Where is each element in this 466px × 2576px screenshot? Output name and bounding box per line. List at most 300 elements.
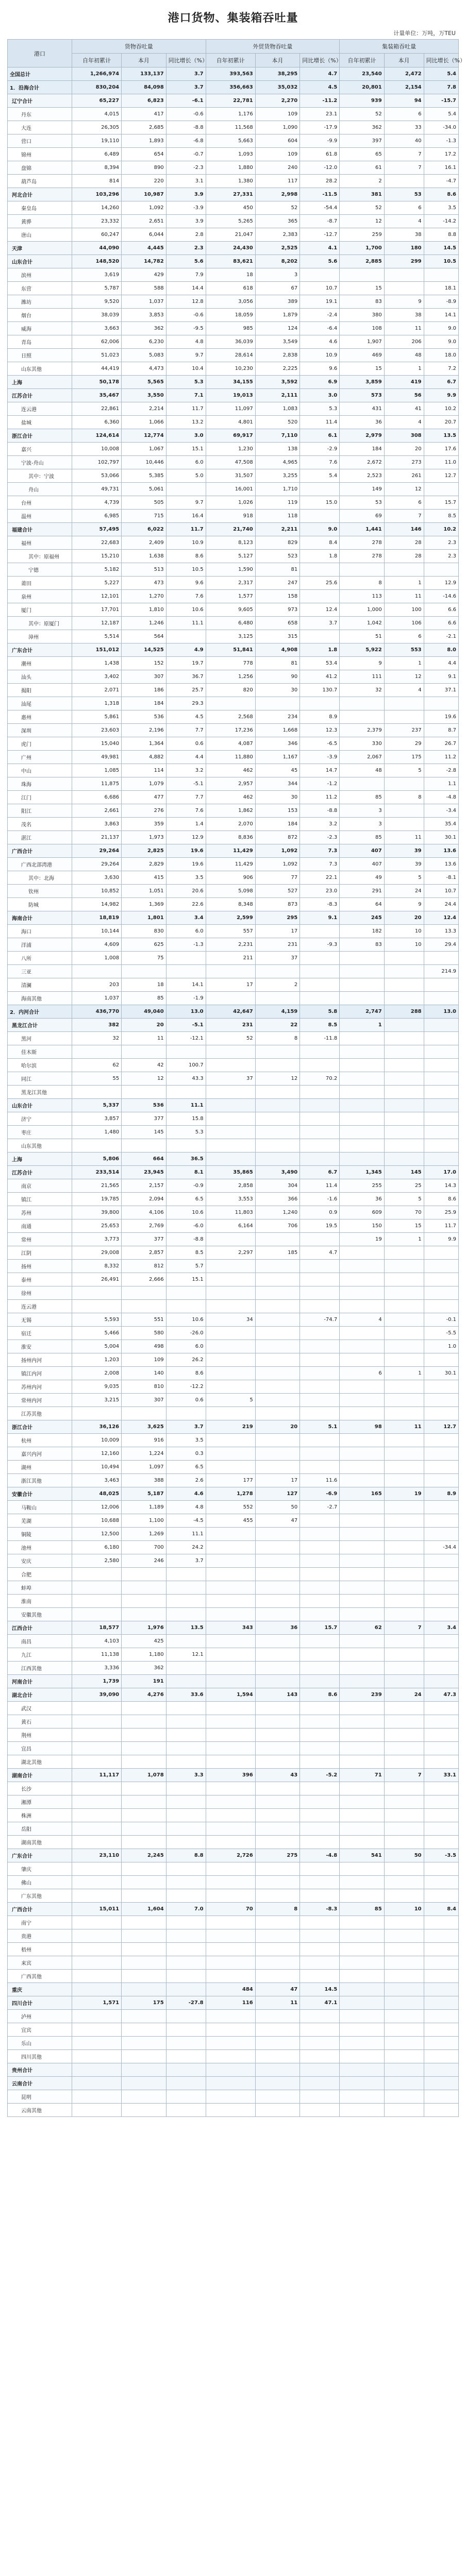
container-yoy-cell: 29.4 [424,938,458,952]
cargo-month-cell: 175 [122,1996,167,2010]
port-name-cell: 嘉兴内河 [8,1447,72,1461]
foreign-cumulative-cell [206,1300,255,1313]
foreign-yoy-cell [300,1635,340,1648]
container-cumulative-cell [340,1474,385,1487]
table-row [8,630,459,643]
foreign-yoy-cell [300,697,340,710]
table-row [8,1876,459,1889]
foreign-cumulative-cell [206,1112,255,1126]
table-row [8,242,459,255]
container-month-cell [384,1929,424,1943]
foreign-month-cell: 47 [255,1514,300,1528]
foreign-cumulative-cell [206,2104,255,2117]
cargo-yoy-cell: 7.7 [166,791,206,804]
cargo-month-cell: 425 [122,1635,167,1648]
cargo-month-cell: 1,810 [122,603,167,617]
cargo-cumulative-cell: 15,210 [72,550,122,563]
cargo-cumulative-cell: 18,577 [72,1621,122,1635]
port-name-cell: 苏州内河 [8,1380,72,1394]
cargo-month-cell: 307 [122,1394,167,1407]
container-month-cell: 9 [384,295,424,309]
table-row [8,885,459,898]
port-name-cell: 黑河 [8,1032,72,1045]
cargo-month-cell: 830 [122,925,167,938]
cargo-yoy-cell: 29.3 [166,697,206,710]
foreign-month-cell: 3,490 [255,1166,300,1179]
foreign-month-cell: 3,592 [255,376,300,389]
container-yoy-cell [424,2037,458,2050]
cargo-yoy-cell [166,1889,206,1903]
table-row [8,697,459,710]
foreign-yoy-cell: 4.7 [300,67,340,81]
table-row [8,1715,459,1728]
port-name-cell: 昆明 [8,2090,72,2104]
table-row [8,1983,459,1996]
cargo-yoy-cell: 7.1 [166,389,206,402]
cargo-cumulative-cell [72,2063,122,2077]
container-month-cell [384,1728,424,1742]
cargo-month-cell: 18 [122,978,167,992]
container-month-cell: 553 [384,643,424,657]
container-month-cell [384,1916,424,1929]
container-month-cell [384,2104,424,2117]
container-yoy-cell [424,2090,458,2104]
foreign-month-cell: 658 [255,617,300,630]
cargo-yoy-cell: 43.3 [166,1072,206,1086]
table-row [8,228,459,242]
cargo-yoy-cell [166,1862,206,1876]
foreign-month-cell: 67 [255,282,300,295]
foreign-month-cell: 1,092 [255,858,300,871]
table-row [8,643,459,657]
container-cumulative-cell: 397 [340,134,385,148]
container-yoy-cell: 14.3 [424,1179,458,1193]
foreign-yoy-cell: 4.6 [300,335,340,349]
container-month-cell [384,1286,424,1300]
foreign-yoy-cell: -1.6 [300,1193,340,1206]
foreign-month-cell: 8,202 [255,255,300,268]
foreign-yoy-cell: 0.9 [300,1206,340,1219]
container-cumulative-cell: 85 [340,831,385,844]
port-name-cell: 安徽合计 [8,1487,72,1501]
cargo-month-cell: 664 [122,1153,167,1166]
port-name-cell: 其中：原厦门 [8,617,72,630]
table-row [8,1889,459,1903]
cargo-cumulative-cell: 1,438 [72,657,122,670]
foreign-cumulative-cell: 778 [206,657,255,670]
cargo-yoy-cell: 5.7 [166,1260,206,1273]
foreign-yoy-cell: 19.1 [300,295,340,309]
table-row [8,362,459,376]
container-yoy-cell: 35.4 [424,818,458,831]
cargo-cumulative-cell [72,1300,122,1313]
container-yoy-cell [424,1380,458,1394]
container-cumulative-cell [340,1822,385,1836]
container-cumulative-cell: 2,672 [340,456,385,469]
foreign-month-cell: 8 [255,1903,300,1916]
foreign-yoy-cell: -74.7 [300,1313,340,1327]
container-cumulative-cell [340,777,385,791]
foreign-month-cell [255,1728,300,1742]
cargo-month-cell: 145 [122,1126,167,1139]
foreign-cumulative-cell: 11,803 [206,1206,255,1219]
table-row [8,416,459,429]
cargo-yoy-cell [166,1782,206,1795]
container-cumulative-cell: 278 [340,550,385,563]
container-yoy-cell: 12.7 [424,1420,458,1434]
port-name-cell: 佛山 [8,1876,72,1889]
container-cumulative-cell: 61 [340,161,385,175]
table-row [8,67,459,81]
container-cumulative-cell [340,978,385,992]
container-month-cell [384,2063,424,2077]
container-month-cell: 24 [384,1688,424,1702]
foreign-cumulative-cell: 2,231 [206,938,255,952]
foreign-month-cell [255,1380,300,1394]
cargo-month-cell: 1,638 [122,550,167,563]
foreign-month-cell: 7,110 [255,429,300,443]
foreign-yoy-cell [300,1568,340,1581]
port-name-cell: 汕头 [8,670,72,684]
cargo-month-cell: 2,666 [122,1273,167,1286]
foreign-cumulative-cell: 3,553 [206,1193,255,1206]
container-cumulative-cell: 381 [340,188,385,201]
container-cumulative-cell: 49 [340,871,385,885]
cargo-month-cell: 362 [122,322,167,335]
throughput-table [7,39,466,2117]
port-name-cell: 荆州 [8,1728,72,1742]
foreign-month-cell [255,1782,300,1795]
foreign-month-cell: 185 [255,1246,300,1260]
cargo-cumulative-cell [72,2023,122,2037]
foreign-cumulative-cell: 2,599 [206,911,255,925]
cargo-cumulative-cell: 233,514 [72,1166,122,1179]
port-name-cell: 丹东 [8,108,72,121]
foreign-month-cell [255,1394,300,1407]
cargo-yoy-cell: 6.5 [166,1461,206,1474]
table-row [8,1862,459,1876]
cargo-month-cell: 1,189 [122,1501,167,1514]
cargo-cumulative-cell: 5,787 [72,282,122,295]
container-month-cell: 261 [384,469,424,483]
foreign-yoy-cell [300,1273,340,1286]
foreign-yoy-cell [300,1970,340,1983]
cargo-month-cell: 5,083 [122,349,167,362]
port-name-cell: 上海 [8,376,72,389]
container-cumulative-cell [340,563,385,577]
foreign-cumulative-cell [206,1836,255,1849]
container-yoy-cell [424,1728,458,1742]
foreign-yoy-cell: 5.6 [300,255,340,268]
foreign-cumulative-cell: 36,039 [206,335,255,349]
foreign-month-cell: 231 [255,938,300,952]
port-name-cell: 盐城 [8,416,72,429]
foreign-month-cell: 1,092 [255,844,300,858]
foreign-yoy-cell [300,925,340,938]
cargo-yoy-cell: -6.1 [166,94,206,108]
cargo-cumulative-cell: 36,126 [72,1420,122,1434]
foreign-month-cell [255,2023,300,2037]
port-name-cell: 宁波-舟山 [8,456,72,469]
cargo-cumulative-cell: 2,661 [72,804,122,818]
cargo-yoy-cell: 10.5 [166,563,206,577]
foreign-yoy-cell: 14.5 [300,1983,340,1996]
container-month-cell: 6 [384,201,424,215]
foreign-cumulative-cell: 343 [206,1621,255,1635]
cargo-month-cell [122,1929,167,1943]
foreign-month-cell [255,992,300,1005]
container-yoy-cell [424,1929,458,1943]
cargo-yoy-cell [166,483,206,496]
cargo-cumulative-cell [72,1407,122,1420]
foreign-cumulative-cell: 24,430 [206,242,255,255]
foreign-yoy-cell: 9.6 [300,362,340,376]
container-month-cell [384,1313,424,1327]
foreign-yoy-cell [300,2104,340,2117]
container-cumulative-cell [340,1153,385,1166]
cargo-month-cell: 246 [122,1554,167,1568]
port-name-cell: 淮南 [8,1595,72,1608]
table-row [8,1005,459,1019]
foreign-month-cell: 4,159 [255,1005,300,1019]
cargo-cumulative-cell [72,1755,122,1769]
foreign-month-cell: 4,908 [255,643,300,657]
table-row [8,1608,459,1621]
port-name-cell: 海南合计 [8,911,72,925]
table-row [8,1313,459,1327]
cargo-month-cell: 654 [122,148,167,161]
container-cumulative-cell: 469 [340,349,385,362]
foreign-month-cell: 153 [255,804,300,818]
foreign-yoy-cell: -1.2 [300,777,340,791]
foreign-cumulative-cell [206,1086,255,1099]
container-yoy-cell [424,2077,458,2090]
cargo-yoy-cell: 3.5 [166,871,206,885]
container-yoy-cell [424,1072,458,1086]
container-cumulative-cell: 2,747 [340,1005,385,1019]
cargo-month-cell: 417 [122,108,167,121]
cargo-month-cell: 473 [122,577,167,590]
cargo-yoy-cell: 7.9 [166,268,206,282]
cargo-cumulative-cell: 60,247 [72,228,122,242]
container-month-cell [384,777,424,791]
container-cumulative-cell: 245 [340,911,385,925]
table-row [8,590,459,603]
container-cumulative-cell [340,1648,385,1662]
container-month-cell [384,1112,424,1126]
cargo-cumulative-cell [72,1795,122,1809]
port-name-cell: 苏州 [8,1206,72,1219]
container-cumulative-cell [340,268,385,282]
table-row [8,844,459,858]
foreign-cumulative-cell: 11,429 [206,844,255,858]
container-yoy-cell [424,1514,458,1528]
cargo-month-cell [122,1795,167,1809]
foreign-yoy-cell [300,1608,340,1621]
cargo-cumulative-cell: 1,008 [72,952,122,965]
cargo-month-cell: 114 [122,764,167,777]
cargo-yoy-cell: 11.7 [166,402,206,416]
table-row [8,1286,459,1300]
foreign-yoy-cell [300,1447,340,1461]
cargo-month-cell: 2,829 [122,858,167,871]
container-month-cell: 20 [384,443,424,456]
unit-note: 计量单位：万吨，万TEU [393,30,456,37]
table-row [8,456,459,469]
foreign-cumulative-cell: 396 [206,1769,255,1782]
cargo-yoy-cell: 1.4 [166,818,206,831]
foreign-month-cell [255,1755,300,1769]
cargo-month-cell: 700 [122,1541,167,1554]
foreign-cumulative-cell: 5 [206,1394,255,1407]
cargo-cumulative-cell: 10,852 [72,885,122,898]
port-name-cell: 其中：宁波 [8,469,72,483]
foreign-yoy-cell [300,1675,340,1688]
container-yoy-cell [424,1996,458,2010]
table-row [8,1782,459,1795]
container-month-cell [384,697,424,710]
container-yoy-cell: 12.7 [424,469,458,483]
cargo-month-cell: 890 [122,161,167,175]
cargo-month-cell: 1,097 [122,1461,167,1474]
container-yoy-cell [424,1889,458,1903]
foreign-cumulative-cell: 11,880 [206,751,255,764]
container-cumulative-cell [340,1889,385,1903]
container-yoy-cell [424,1702,458,1715]
cargo-cumulative-cell: 1,739 [72,1675,122,1688]
cargo-month-cell: 498 [122,1340,167,1353]
table-row [8,1929,459,1943]
foreign-cumulative-cell [206,1876,255,1889]
port-name-cell: 锦州 [8,148,72,161]
container-month-cell [384,268,424,282]
foreign-cumulative-cell: 18 [206,268,255,282]
container-yoy-cell: -14.6 [424,590,458,603]
container-cumulative-cell [340,1742,385,1755]
cargo-yoy-cell: 3.9 [166,188,206,201]
container-cumulative-cell: 939 [340,94,385,108]
cargo-cumulative-cell [72,1728,122,1742]
cargo-yoy-cell: 19.6 [166,858,206,871]
container-cumulative-cell: 113 [340,590,385,603]
container-yoy-cell [424,2063,458,2077]
port-name-cell: 黑龙江合计 [8,1019,72,1032]
foreign-yoy-cell [300,2077,340,2090]
cargo-cumulative-cell: 39,800 [72,1206,122,1219]
container-yoy-cell [424,1394,458,1407]
foreign-cumulative-cell [206,1367,255,1380]
container-month-cell [384,1541,424,1554]
cargo-yoy-cell: 5.0 [166,469,206,483]
cargo-month-cell: 588 [122,282,167,295]
cargo-yoy-cell [166,1608,206,1621]
port-name-cell: 惠州 [8,710,72,724]
table-row [8,1032,459,1045]
foreign-cumulative-cell [206,1608,255,1621]
container-cumulative-cell: 23,540 [340,67,385,81]
container-cumulative-cell: 20,801 [340,81,385,94]
container-yoy-cell: 10.5 [424,255,458,268]
foreign-month-cell [255,2063,300,2077]
table-row [8,952,459,965]
foreign-cumulative-cell [206,1139,255,1153]
foreign-cumulative-cell: 28,614 [206,349,255,362]
foreign-month-cell [255,1916,300,1929]
container-yoy-cell [424,1715,458,1728]
cargo-yoy-cell: 11.1 [166,617,206,630]
cargo-cumulative-cell: 48,025 [72,1487,122,1501]
container-yoy-cell: 30.1 [424,1367,458,1380]
table-row [8,1836,459,1849]
table-row [8,804,459,818]
cargo-yoy-cell: -5.1 [166,1019,206,1032]
cargo-month-cell [122,1836,167,1849]
foreign-yoy-cell: 4.5 [300,81,340,94]
container-month-cell [384,1648,424,1662]
cargo-month-cell: 6,230 [122,335,167,349]
port-name-cell: 厦门 [8,603,72,617]
foreign-month-cell [255,1836,300,1849]
foreign-month-cell: 3,549 [255,335,300,349]
foreign-yoy-cell: 3.2 [300,818,340,831]
container-cumulative-cell [340,1675,385,1688]
container-cumulative-cell: 380 [340,309,385,322]
foreign-month-cell: 247 [255,577,300,590]
container-cumulative-cell: 69 [340,510,385,523]
cargo-month-cell: 191 [122,1675,167,1688]
foreign-month-cell [255,1554,300,1568]
table-row [8,1541,459,1554]
cargo-cumulative-cell [72,1139,122,1153]
cargo-yoy-cell: 9.7 [166,496,206,510]
container-cumulative-cell [340,965,385,978]
container-cumulative-cell: 62 [340,1621,385,1635]
container-yoy-cell: 2.3 [424,536,458,550]
cargo-cumulative-cell: 2,580 [72,1554,122,1568]
foreign-month-cell [255,1300,300,1313]
container-cumulative-cell: 3,859 [340,376,385,389]
foreign-month-cell: 12 [255,1072,300,1086]
container-month-cell [384,1755,424,1769]
cargo-month-cell: 133,137 [122,67,167,81]
container-month-cell [384,2037,424,2050]
foreign-yoy-cell: 4.1 [300,242,340,255]
table-row [8,1742,459,1755]
table-row [8,791,459,804]
cargo-yoy-cell: -12.1 [166,1032,206,1045]
container-cumulative-cell [340,1327,385,1340]
container-yoy-cell: 9.9 [424,389,458,402]
cargo-month-cell [122,1970,167,1983]
foreign-month-cell: 3 [255,268,300,282]
container-yoy-cell: 12.9 [424,577,458,590]
container-cumulative-cell: 8 [340,577,385,590]
cargo-month-cell: 2,245 [122,1849,167,1862]
table-row [8,1487,459,1501]
table-row [8,1407,459,1420]
port-name-cell: 云南其他 [8,2104,72,2117]
container-cumulative-cell [340,1380,385,1394]
cargo-cumulative-cell: 1,480 [72,1126,122,1139]
foreign-month-cell [255,1447,300,1461]
cargo-yoy-cell [166,1595,206,1608]
container-cumulative-cell [340,1260,385,1273]
container-month-cell [384,710,424,724]
container-month-cell [384,992,424,1005]
port-name-cell: 钦州 [8,885,72,898]
container-cumulative-cell [340,1595,385,1608]
container-month-cell: 5 [384,764,424,777]
